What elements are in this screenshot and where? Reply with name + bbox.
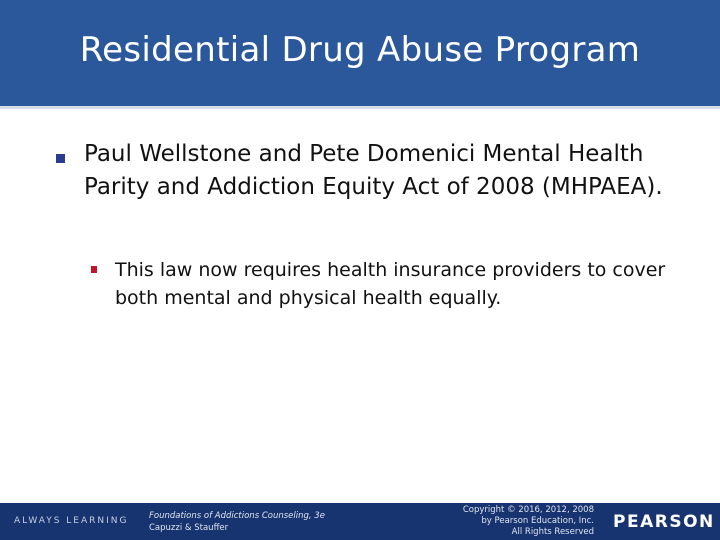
sub-bullet-square-icon [91,266,97,273]
copyright-line: by Pearson Education, Inc. [481,516,594,526]
footer-copyright [440,505,594,538]
copyright-line: All Rights Reserved [511,527,594,537]
book-authors: Capuzzi & Stauffer [149,523,229,533]
title-divider [0,106,720,109]
footer-brand: ALWAYS LEARNING [14,516,129,526]
pearson-logo: PEARSON [613,512,715,532]
slide-title: Residential Drug Abuse Program [79,30,641,70]
copyright-line: Copyright © 2016, 2012, 2008 [462,505,594,515]
sub-bullet-text: This law now requires health insurance providers to cover both mental and physical health equally. [115,259,666,309]
bullet-square-icon [56,154,65,163]
book-title: Foundations of Addictions Counseling, 3e [149,511,325,521]
bullet-text: Paul Wellstone and Pete Domenici Mental Health Parity and Addiction Equity Act of 2008 (MHPAEA). [84,141,663,200]
footer-book-citation [149,510,325,534]
